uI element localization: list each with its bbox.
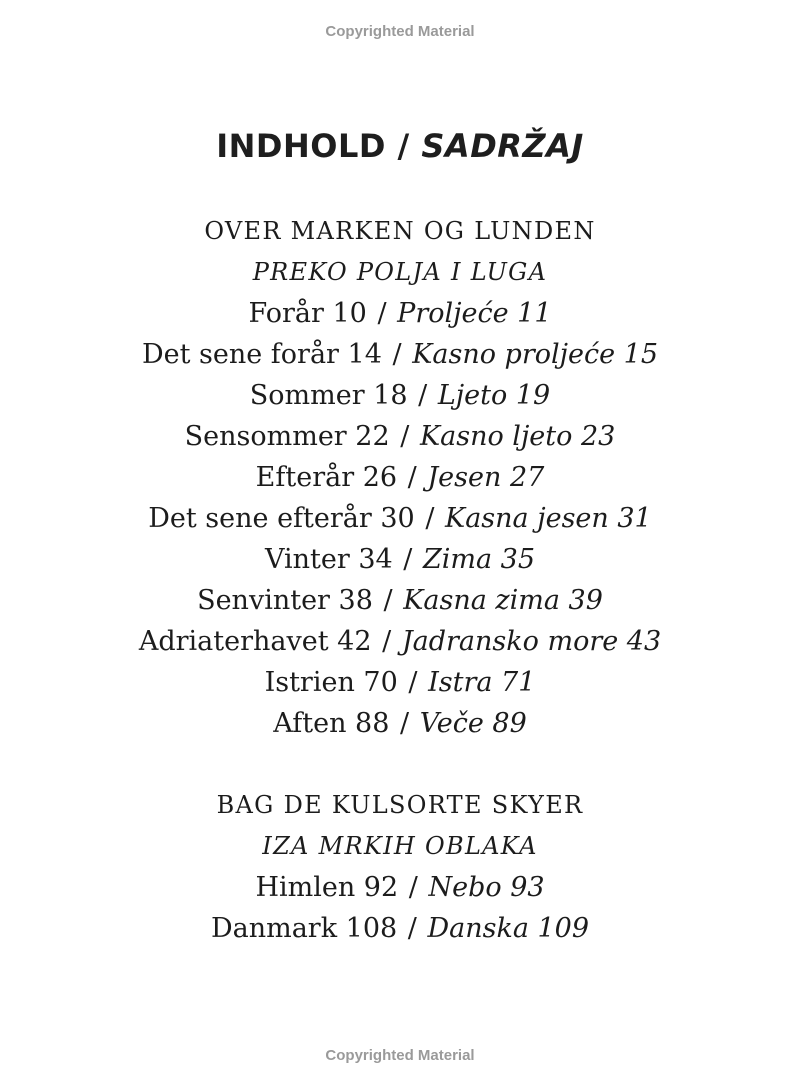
- toc-entry[interactable]: [0, 334, 800, 375]
- entry-separator: /: [392, 339, 402, 370]
- page-title: [0, 124, 800, 168]
- title-separator: /: [397, 127, 410, 165]
- entry-croatian: Kasna jesen 31: [445, 503, 652, 534]
- entry-croatian: Jesen 27: [427, 462, 545, 493]
- entry-danish: Efterår 26: [255, 462, 398, 493]
- section-heading-danish: OVER MARKEN OG LUNDEN: [204, 217, 596, 245]
- entry-separator: /: [403, 544, 413, 575]
- entry-separator: /: [407, 913, 417, 944]
- toc-entry[interactable]: [0, 539, 800, 580]
- entry-danish: Forår 10: [248, 298, 367, 329]
- entry-croatian: Veče 89: [419, 708, 527, 739]
- entry-danish: Danmark 108: [210, 913, 398, 944]
- toc-entry[interactable]: [0, 908, 800, 949]
- title-croatian: SADRŽAJ: [421, 127, 584, 165]
- entry-separator: /: [408, 667, 418, 698]
- entry-croatian: Kasno proljeće 15: [412, 339, 659, 370]
- entry-danish: Sommer 18: [249, 380, 408, 411]
- entry-danish: Det sene efterår 30: [148, 503, 415, 534]
- entry-croatian: Zima 35: [422, 544, 536, 575]
- entry-separator: /: [382, 626, 392, 657]
- section-heading-croatian: IZA MRKIH OBLAKA: [262, 832, 538, 860]
- toc-entry[interactable]: [0, 662, 800, 703]
- toc-entry[interactable]: [0, 867, 800, 908]
- entry-croatian: Kasno ljeto 23: [419, 421, 616, 452]
- toc-entry[interactable]: [0, 416, 800, 457]
- toc-entry[interactable]: [0, 580, 800, 621]
- entry-danish: Vinter 34: [264, 544, 393, 575]
- toc-entry[interactable]: [0, 375, 800, 416]
- entry-croatian: Istra 71: [428, 667, 536, 698]
- entry-separator: /: [383, 585, 393, 616]
- entry-croatian: Proljeće 11: [397, 298, 552, 329]
- section-heading-danish: BAG DE KULSORTE SKYER: [216, 791, 584, 819]
- section-heading-croatian: PREKO POLJA I LUGA: [252, 258, 548, 286]
- toc-entry[interactable]: [0, 703, 800, 744]
- entry-danish: Himlen 92: [255, 872, 399, 903]
- entry-croatian: Danska 109: [427, 913, 590, 944]
- toc-section-2: [0, 785, 800, 949]
- entry-separator: /: [377, 298, 387, 329]
- entry-separator: /: [400, 708, 410, 739]
- entry-croatian: Jadransko more 43: [401, 626, 662, 657]
- entry-danish: Det sene forår 14: [141, 339, 382, 370]
- entry-danish: Adriaterhavet 42: [138, 626, 372, 657]
- entry-danish: Aften 88: [273, 708, 390, 739]
- entry-separator: /: [408, 872, 418, 903]
- entry-danish: Istrien 70: [264, 667, 398, 698]
- copyright-watermark-bottom: Copyrighted Material: [325, 1047, 475, 1064]
- toc-entry[interactable]: [0, 457, 800, 498]
- toc-section-1: [0, 211, 800, 744]
- toc-entry[interactable]: [0, 293, 800, 334]
- entry-croatian: Kasna zima 39: [403, 585, 603, 616]
- entry-separator: /: [400, 421, 410, 452]
- toc-entry[interactable]: [0, 498, 800, 539]
- entry-separator: /: [407, 462, 417, 493]
- toc-entry[interactable]: [0, 621, 800, 662]
- entry-croatian: Ljeto 19: [437, 380, 551, 411]
- entry-danish: Sensommer 22: [184, 421, 390, 452]
- entry-separator: /: [425, 503, 435, 534]
- entry-croatian: Nebo 93: [428, 872, 545, 903]
- entry-danish: Senvinter 38: [197, 585, 373, 616]
- copyright-watermark-top: Copyrighted Material: [325, 23, 475, 40]
- title-danish: INDHOLD: [216, 127, 386, 165]
- entry-separator: /: [418, 380, 428, 411]
